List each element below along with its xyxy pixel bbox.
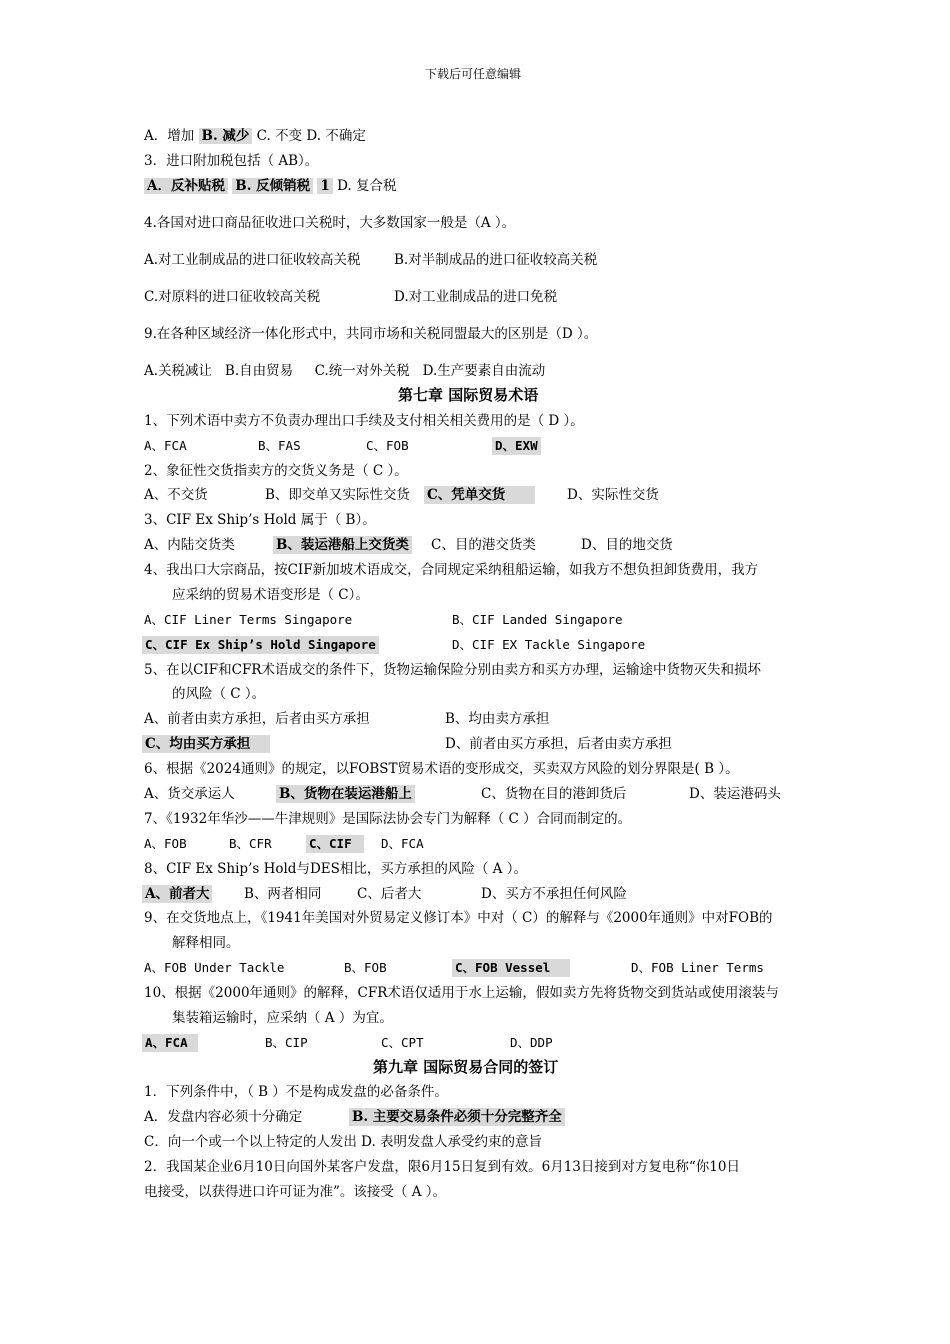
option-a: A．发盘内容必须十分确定	[144, 1109, 303, 1125]
option-d: D. 复合税	[337, 178, 397, 194]
option-d: D、实际性交货	[567, 487, 659, 503]
option-a: A、FOB	[144, 836, 187, 851]
option-c: C. 不变	[256, 128, 303, 144]
option-d: D、前者由买方承担，后者由卖方承担	[445, 736, 672, 752]
answer-option-a: A、前者大	[142, 885, 212, 903]
option-d: D、FCA	[381, 836, 424, 851]
question-text-cont: 的风险（ C ）。	[172, 686, 266, 702]
option-b: B、FOB	[344, 960, 387, 975]
option-d: D、CIF EX Tackle Singapore	[452, 637, 646, 652]
chapter-title: 第九章 国际贸易合同的签订	[373, 1058, 559, 1076]
question-options: C．向一个或一个以上特定的人发出 D. 表明发盘人承受约束的意旨	[144, 1134, 543, 1150]
option-b: B、两者相同	[244, 886, 322, 902]
question-text: 3、CIF Ex Ship’s Hold 属于（ B）。	[144, 512, 376, 528]
answer-option-c: C、CIF Ex Ship’s Hold Singapore	[142, 636, 379, 654]
question-text-cont: 电接受，以获得进口许可证为准”。该接受（ A ）。	[144, 1184, 446, 1200]
question-options	[144, 177, 397, 195]
option-a: A、前者由卖方承担，后者由买方承担	[144, 711, 370, 727]
question-text: 2、象征性交货指卖方的交货义务是（ C ）。	[144, 463, 408, 479]
answer-option-b: B、货物在装运港船上	[276, 785, 415, 803]
question-text: 9、在交货地点上，《1941年美国对外贸易定义修订本》中对（ C）的解释与《2000年通则》中对FOB的	[144, 910, 773, 926]
option-b: B.对半制成品的进口征收较高关税	[394, 252, 598, 268]
answer-option-b: B. 反倾销税	[232, 178, 313, 194]
chapter-title: 第七章 国际贸易术语	[398, 386, 539, 404]
answer-marker: 1	[317, 178, 332, 194]
option-b: B、CFR	[229, 836, 272, 851]
question-text: 10、根据《2000年通则》的解释，CFR术语仅适用于水上运输，假如卖方先将货物交到货站或使用滚装与	[144, 985, 779, 1001]
option-b: B、CIP	[265, 1035, 308, 1050]
option-a: A、不交货	[144, 487, 208, 503]
page-header: 下载后可任意编辑	[425, 67, 522, 81]
option-a: A、FOB Under Tackle	[144, 960, 285, 975]
question-text: 3．进口附加税包括（ AB）。	[144, 153, 319, 169]
question-text: 1．下列条件中，（ B ）不是构成发盘的必备条件。	[144, 1084, 448, 1100]
answer-option-b: B. 主要交易条件必须十分完整齐全	[349, 1108, 565, 1126]
question-text-cont: 应采纳的贸易术语变形是（ C）。	[172, 587, 369, 603]
question-text: 5、在以CIF和CFR术语成交的条件下，货物运输保险分别由卖方和买方办理，运输途中货物灭失和损坏	[144, 662, 761, 678]
option-c: C、CPT	[381, 1035, 424, 1050]
option-b: B、即交单又实际性交货	[265, 487, 410, 503]
question-text: 6、根据《2024通则》的规定，以FOBST贸易术语的变形成交，买卖双方风险的划分界限是( B ）。	[144, 761, 739, 777]
question-text-cont: 集装箱运输时，应采纳（ A ）为宜。	[172, 1010, 393, 1026]
option-d: D.对工业制成品的进口免税	[394, 289, 558, 305]
question-text: 4.各国对进口商品征收进口关税时，大多数国家一般是（A ）。	[144, 215, 516, 231]
question-text: 4、我出口大宗商品，按CIF新加坡术语成交，合同规定采纳租船运输，如我方不想负担卸货费用，我方	[144, 562, 759, 578]
option-a: A、FCA	[144, 438, 187, 453]
question-text: 1、下列术语中卖方不负责办理出口手续及支付相关相关费用的是（ D ）。	[144, 413, 584, 429]
question-text-cont: 解释相同。	[172, 935, 240, 951]
question-text: 7、《1932年华沙——牛津规则》是国际法协会专门为解释（ C ）合同而制定的。	[144, 811, 632, 827]
answer-option-c: C、均由买方承担	[142, 735, 270, 753]
option-b: B、均由卖方承担	[445, 711, 550, 727]
option-d: D、买方不承担任何风险	[481, 886, 627, 902]
option-c: C、后者大	[357, 886, 422, 902]
option-c: C.对原料的进口征收较高关税	[144, 289, 321, 305]
option-c: C、货物在目的港卸货后	[481, 786, 627, 802]
option-a: A、CIF Liner Terms Singapore	[144, 612, 353, 627]
answer-option-d: D、EXW	[492, 437, 541, 455]
option-a: A、内陆交货类	[144, 537, 235, 553]
answer-option-a: A、FCA	[142, 1034, 198, 1052]
option-b: B、CIF Landed Singapore	[452, 612, 623, 627]
option-c: C、目的港交货类	[431, 537, 536, 553]
answer-option-c: C、凭单交货	[424, 486, 535, 504]
question-line	[144, 127, 366, 145]
option-d: D、目的地交货	[581, 537, 673, 553]
option-b: B、FAS	[258, 438, 301, 453]
question-text: 2．我国某企业6月10日向国外某客户发盘，限6月15日复到有效。6月13日接到对方复电称“你10日	[144, 1159, 740, 1175]
answer-option-b: B. 减少	[199, 128, 253, 144]
option-a: A．增加	[144, 128, 195, 144]
answer-option-c: C、CIF	[306, 835, 364, 853]
question-text: 9.在各种区域经济一体化形式中，共同市场和关税同盟最大的区别是（D ）。	[144, 326, 598, 342]
option-d: D、DDP	[510, 1035, 553, 1050]
question-text: 8、CIF Ex Ship’s Hold与DES相比，买方承担的风险（ A ）。	[144, 861, 527, 877]
answer-option-a: A．反补贴税	[144, 178, 228, 194]
option-d: D. 不确定	[306, 128, 366, 144]
question-options: A.关税减让 B.自由贸易 C.统一对外关税 D.生产要素自由流动	[144, 363, 546, 379]
answer-option-b: B、装运港船上交货类	[273, 536, 412, 554]
option-a: A、货交承运人	[144, 786, 235, 802]
option-c: C、FOB	[366, 438, 409, 453]
option-d: D、FOB Liner Terms	[631, 960, 764, 975]
option-a: A.对工业制成品的进口征收较高关税	[144, 252, 361, 268]
option-d: D、装运港码头	[689, 786, 781, 802]
answer-option-c: C、FOB Vessel	[452, 959, 570, 977]
